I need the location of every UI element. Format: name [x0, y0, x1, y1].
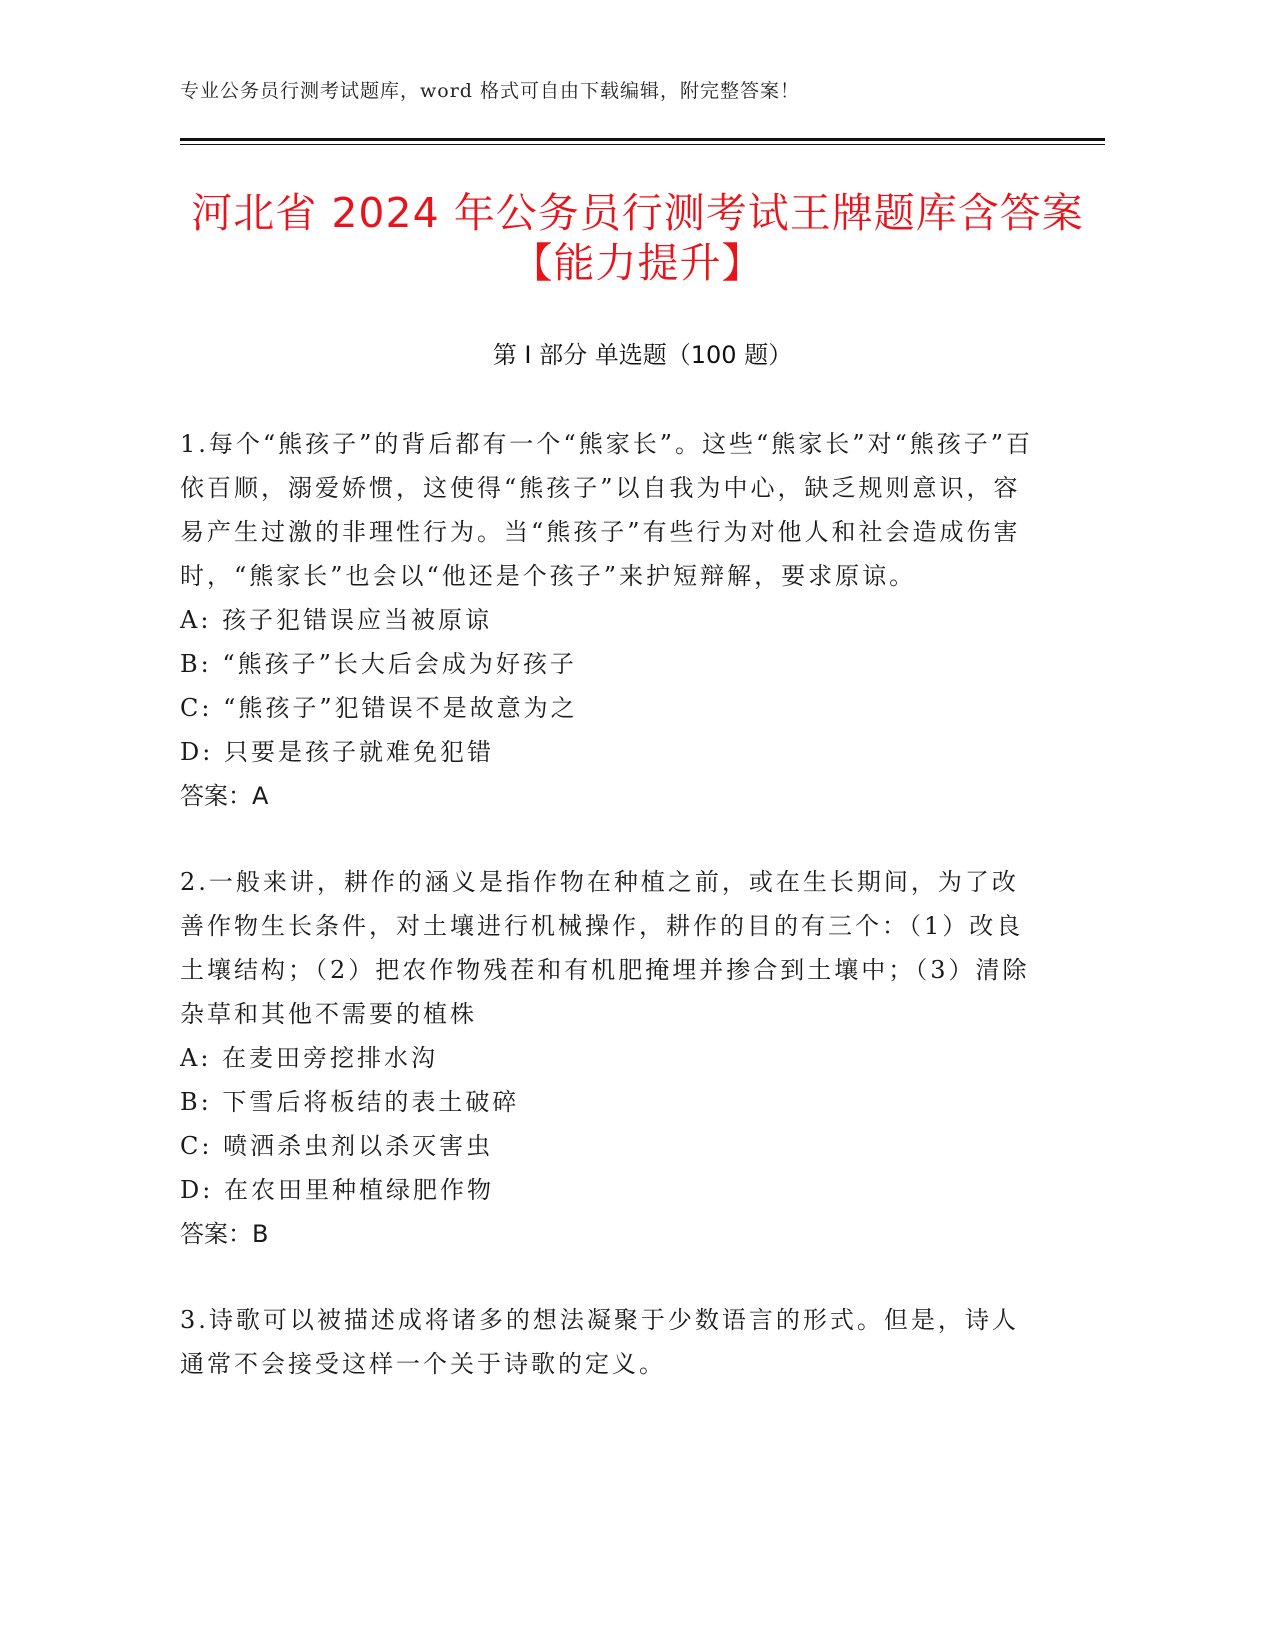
question-list	[180, 422, 1040, 1428]
question-3	[180, 1298, 1040, 1386]
header-rule-thick	[180, 138, 1105, 141]
option-c: C: 喷洒杀虫剂以杀灭害虫	[180, 1132, 494, 1160]
question-text: 1.每个“熊孩子”的背后都有一个“熊家长”。这些“熊家长”对“熊孩子”百依百顺，溺爱娇惯，这使得“熊孩子”以自我为中心，缺乏规则意识，容易产生过激的非理性行为。当“熊孩子”有些行为对他人和社会造成伤害时，“熊家长”也会以“他还是个孩子”来护短辩解，要求原谅。	[180, 430, 1034, 590]
option-d: D: 在农田里种植绿肥作物	[180, 1176, 494, 1204]
question-2	[180, 860, 1040, 1256]
section-heading: 第 I 部分 单选题（100 题）	[492, 341, 793, 369]
option-c: C: “熊孩子”犯错误不是故意为之	[180, 694, 578, 722]
option-b: B: “熊孩子”长大后会成为好孩子	[180, 650, 577, 678]
header-rule-thin	[180, 144, 1105, 145]
option-b: B: 下雪后将板结的表土破碎	[180, 1088, 520, 1116]
option-d: D: 只要是孩子就难免犯错	[180, 738, 494, 766]
option-a: A: 孩子犯错误应当被原谅	[180, 606, 493, 634]
document-title: 河北省 2024 年公务员行测考试王牌题库含答案【能力提升】	[191, 189, 1084, 287]
question-1	[180, 422, 1040, 818]
header-note: 专业公务员行测考试题库，word 格式可自由下载编辑，附完整答案！	[180, 80, 800, 102]
option-a: A: 在麦田旁挖排水沟	[180, 1044, 439, 1072]
question-text: 3.诗歌可以被描述成将诸多的想法凝聚于少数语言的形式。但是，诗人通常不会接受这样一个关于诗歌的定义。	[180, 1306, 1019, 1378]
answer: 答案：A	[180, 782, 269, 810]
question-text: 2.一般来讲，耕作的涵义是指作物在种植之前，或在生长期间，为了改善作物生长条件，对土壤进行机械操作，耕作的目的有三个：（1）改良土壤结构；（2）把农作物残茬和有机肥掩埋并掺合到土壤中；（3）清除杂草和其他不需要的植株	[180, 868, 1030, 1028]
answer: 答案：B	[180, 1220, 269, 1248]
